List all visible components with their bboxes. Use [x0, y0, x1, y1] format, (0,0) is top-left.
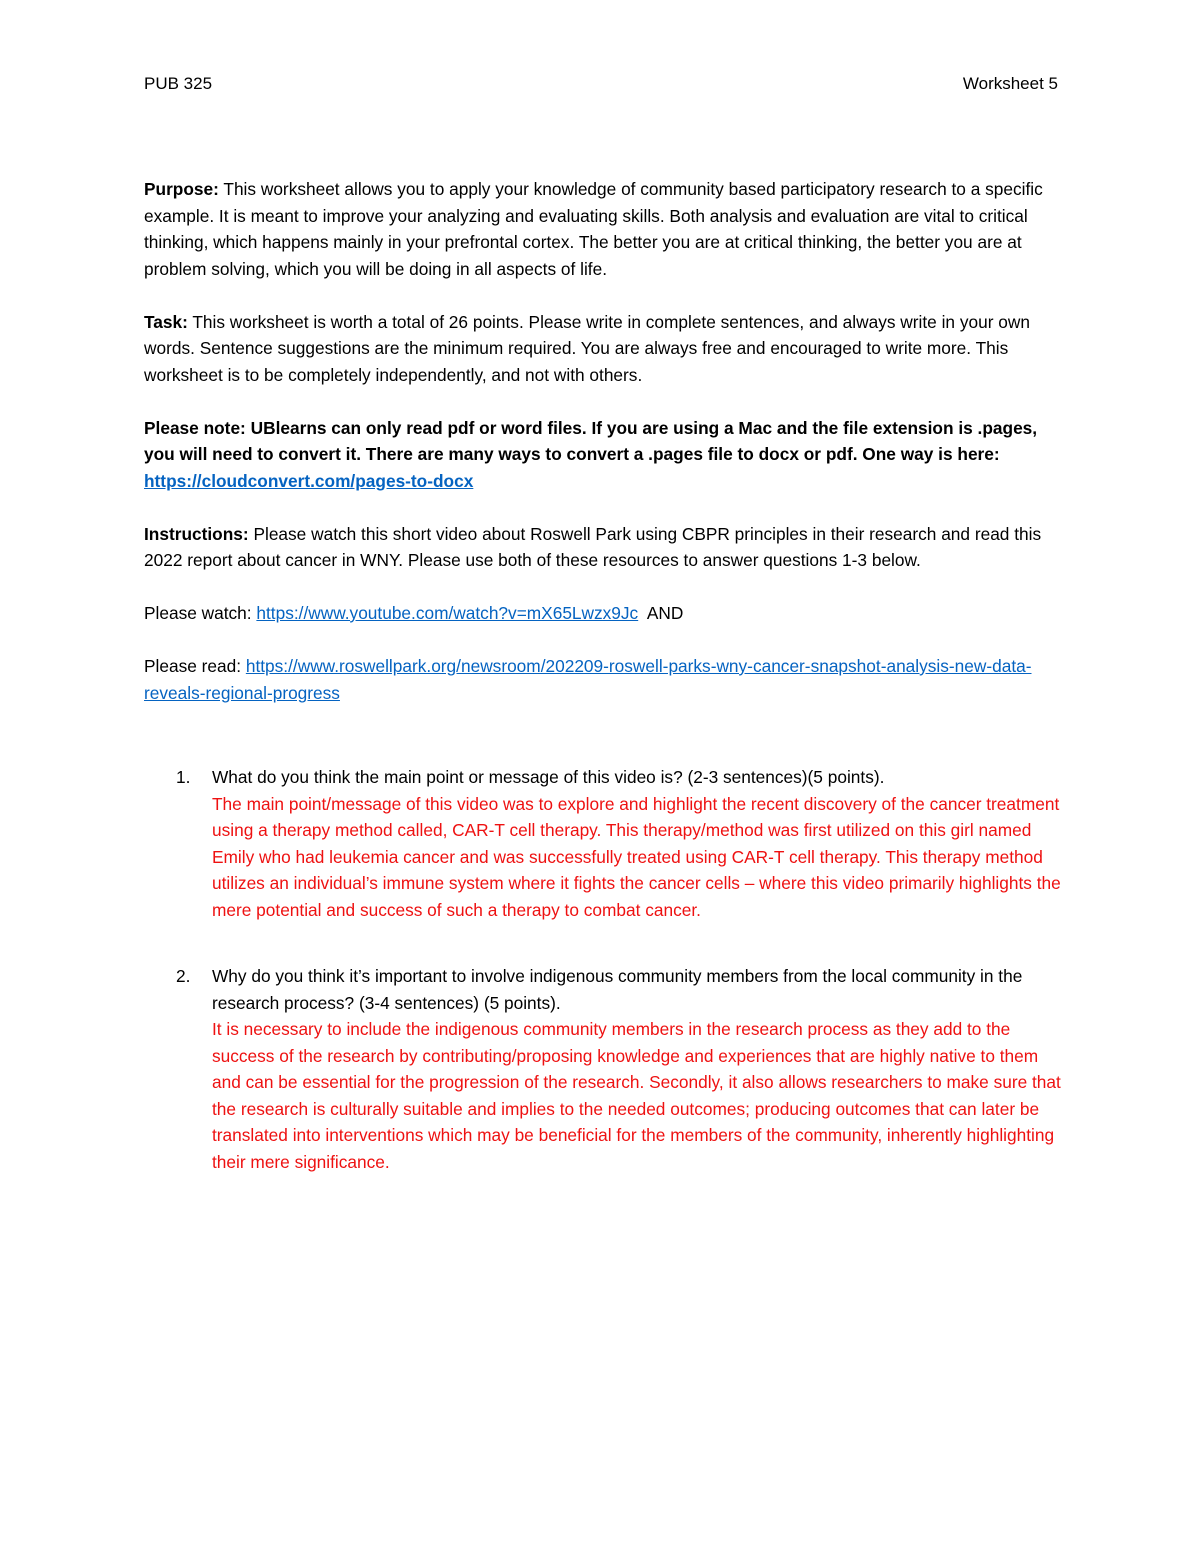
instructions-label: Instructions: — [144, 523, 249, 544]
question-number: 1. — [176, 767, 191, 787]
cloudconvert-link[interactable]: https://cloudconvert.com/pages-to-docx — [144, 470, 474, 491]
read-label: Please read: — [144, 656, 246, 676]
question-item-2 — [144, 963, 1064, 1175]
note-text: Please note: UBlearns can only read pdf or word files. If you are using a Mac and the file extension is .pages, you will need to convert it. There are many ways to convert a .pages file to docx or pdf. One way is here: — [144, 417, 1038, 464]
worksheet-title: Worksheet 5 — [962, 74, 1058, 93]
question-spacer — [144, 923, 1064, 963]
note-paragraph — [144, 415, 1064, 495]
answer-text: The main point/message of this video was to explore and highlight the recent discovery of the cancer treatment using a therapy method called, CAR-T cell therapy. This therapy/method was first utilized on this girl named Emily who had leukemia cancer and was successfully treated using CAR-T cell therapy. This therapy method utilizes an individual’s immune system where it fights the cancer cells – where this video primarily highlights the mere potential and success of such a therapy to combat cancer. — [212, 793, 1061, 920]
question-item-1 — [144, 764, 1064, 923]
instructions-paragraph — [144, 521, 1064, 574]
task-text: This worksheet is worth a total of 26 points. Please write in complete sentences, and always write in your own words. Sentence suggestions are the minimum required. You are always free and encouraged to write more. This worksheet is to be completely independently, and not with others. — [144, 311, 1030, 385]
purpose-paragraph — [144, 176, 1064, 282]
read-paragraph — [144, 653, 1064, 706]
instructions-text: Please watch this short video about Roswell Park using CBPR principles in their research and read this 2022 report about cancer in WNY. Please use both of these resources to answer questions 1-3 below. — [144, 523, 1042, 570]
question-text: What do you think the main point or message of this video is? (2-3 sentences)(5 points). — [212, 767, 885, 787]
question-text: Why do you think it’s important to involve indigenous community members from the local community in the research process? (3-4 sentences) (5 points). — [212, 966, 1023, 1013]
course-code: PUB 325 — [144, 74, 213, 93]
purpose-label: Purpose: — [144, 179, 219, 199]
question-list — [144, 764, 1064, 1175]
document-body — [144, 176, 1064, 1175]
purpose-text: This worksheet allows you to apply your knowledge of community based participatory research to a specific example. It is meant to improve your analyzing and evaluating skills. Both analysis and evaluation are vital to critical thinking, which happens mainly in your prefrontal cortex. The better you are at critical thinking, the better you are at problem solving, which you will be doing in all aspects of life. — [144, 179, 1043, 279]
roswellpark-link[interactable]: https://www.roswellpark.org/newsroom/202209-roswell-parks-wny-cancer-snapshot-analysis-new-data-reveals-regional-progress — [144, 656, 1032, 703]
task-label: Task: — [144, 311, 188, 332]
youtube-link[interactable]: https://www.youtube.com/watch?v=mX65Lwzx9Jc — [256, 603, 639, 623]
watch-suffix: AND — [638, 603, 684, 623]
watch-label: Please watch: — [144, 603, 257, 623]
answer-text: It is necessary to include the indigenous community members in the research process as they add to the success of the research by contributing/proposing knowledge and experiences that are highly native to them and can be essential for the progression of the research. Secondly, it also allows researchers to make sure that the research is culturally suitable and implies to the needed outcomes; producing outcomes that can later be translated into interventions which may be beneficial for the members of the community, inherently highlighting their mere significance. — [212, 1019, 1061, 1172]
watch-paragraph — [144, 600, 1064, 627]
task-paragraph — [144, 309, 1064, 389]
question-number: 2. — [176, 966, 191, 986]
